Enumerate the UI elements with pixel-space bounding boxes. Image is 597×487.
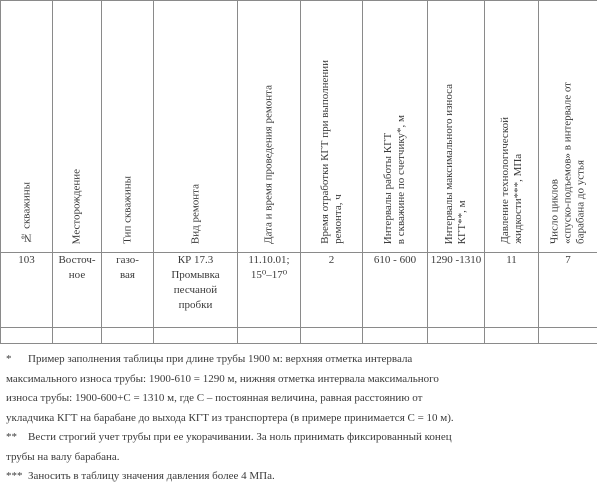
header-well-number: № скважины [1, 1, 53, 253]
footnote-line: укладчика КГТ на барабане до выхода КГТ из транспортера (в примере принимается С = 10 м). [6, 409, 592, 429]
header-field: Месторождение [53, 1, 102, 253]
empty-row [1, 328, 597, 344]
cell-work-interval: 610 - 600 [363, 253, 428, 328]
cell-cycle-count: 7 [539, 253, 597, 328]
cell-repair-date: 11.10.01; 15⁰–17⁰ [238, 253, 301, 328]
header-row [1, 1, 597, 253]
cell-well-type: газо- вая [102, 253, 154, 328]
header-work-intervals: Интервалы работы КГТ в скважине по счетчику*, м [363, 1, 428, 253]
footnotes [6, 350, 592, 487]
header-cycle-count: Число циклов «спуско-подъемов» в интервале от барабана до устья [539, 1, 597, 253]
cell-fluid-pressure: 11 [485, 253, 539, 328]
footnote-line: износа трубы: 1900-600+С = 1310 м, где С – постоянная величина, равная расстоянию от [6, 389, 592, 409]
header-max-wear-intervals: Интервалы максимального износа КГТ**, м [428, 1, 485, 253]
header-repair-date: Дата и время проведения ремонта [238, 1, 301, 253]
table-row [1, 253, 597, 328]
header-repair-type: Вид ремонта [154, 1, 238, 253]
cell-max-wear-interval: 1290 -1310 [428, 253, 485, 328]
footnote-line: максимального износа трубы: 1900-610 = 1290 м, нижняя отметка интервала максимального [6, 370, 592, 390]
header-fluid-pressure: Давление технологической жидкости***, МПа [485, 1, 539, 253]
footnote-line: * Пример заполнения таблицы при длине трубы 1900 м: верхняя отметка интервала [6, 350, 592, 370]
cell-operating-time: 2 [301, 253, 363, 328]
header-operating-time: Время отработки КГТ при выполнении ремонта, ч [301, 1, 363, 253]
cell-well-number: 103 [1, 253, 53, 328]
header-well-type: Тип скважины [102, 1, 154, 253]
footnote-line: трубы на валу барабана. [6, 448, 592, 468]
footnote-line: *** Заносить в таблицу значения давления более 4 МПа. [6, 467, 592, 487]
cell-repair-type: КР 17.3 Промывка песчаной пробки [154, 253, 238, 328]
footnote-line: ** Вести строгий учет трубы при ее укорачивании. За ноль принимать фиксированный конец [6, 428, 592, 448]
cell-field: Восточ- ное [53, 253, 102, 328]
